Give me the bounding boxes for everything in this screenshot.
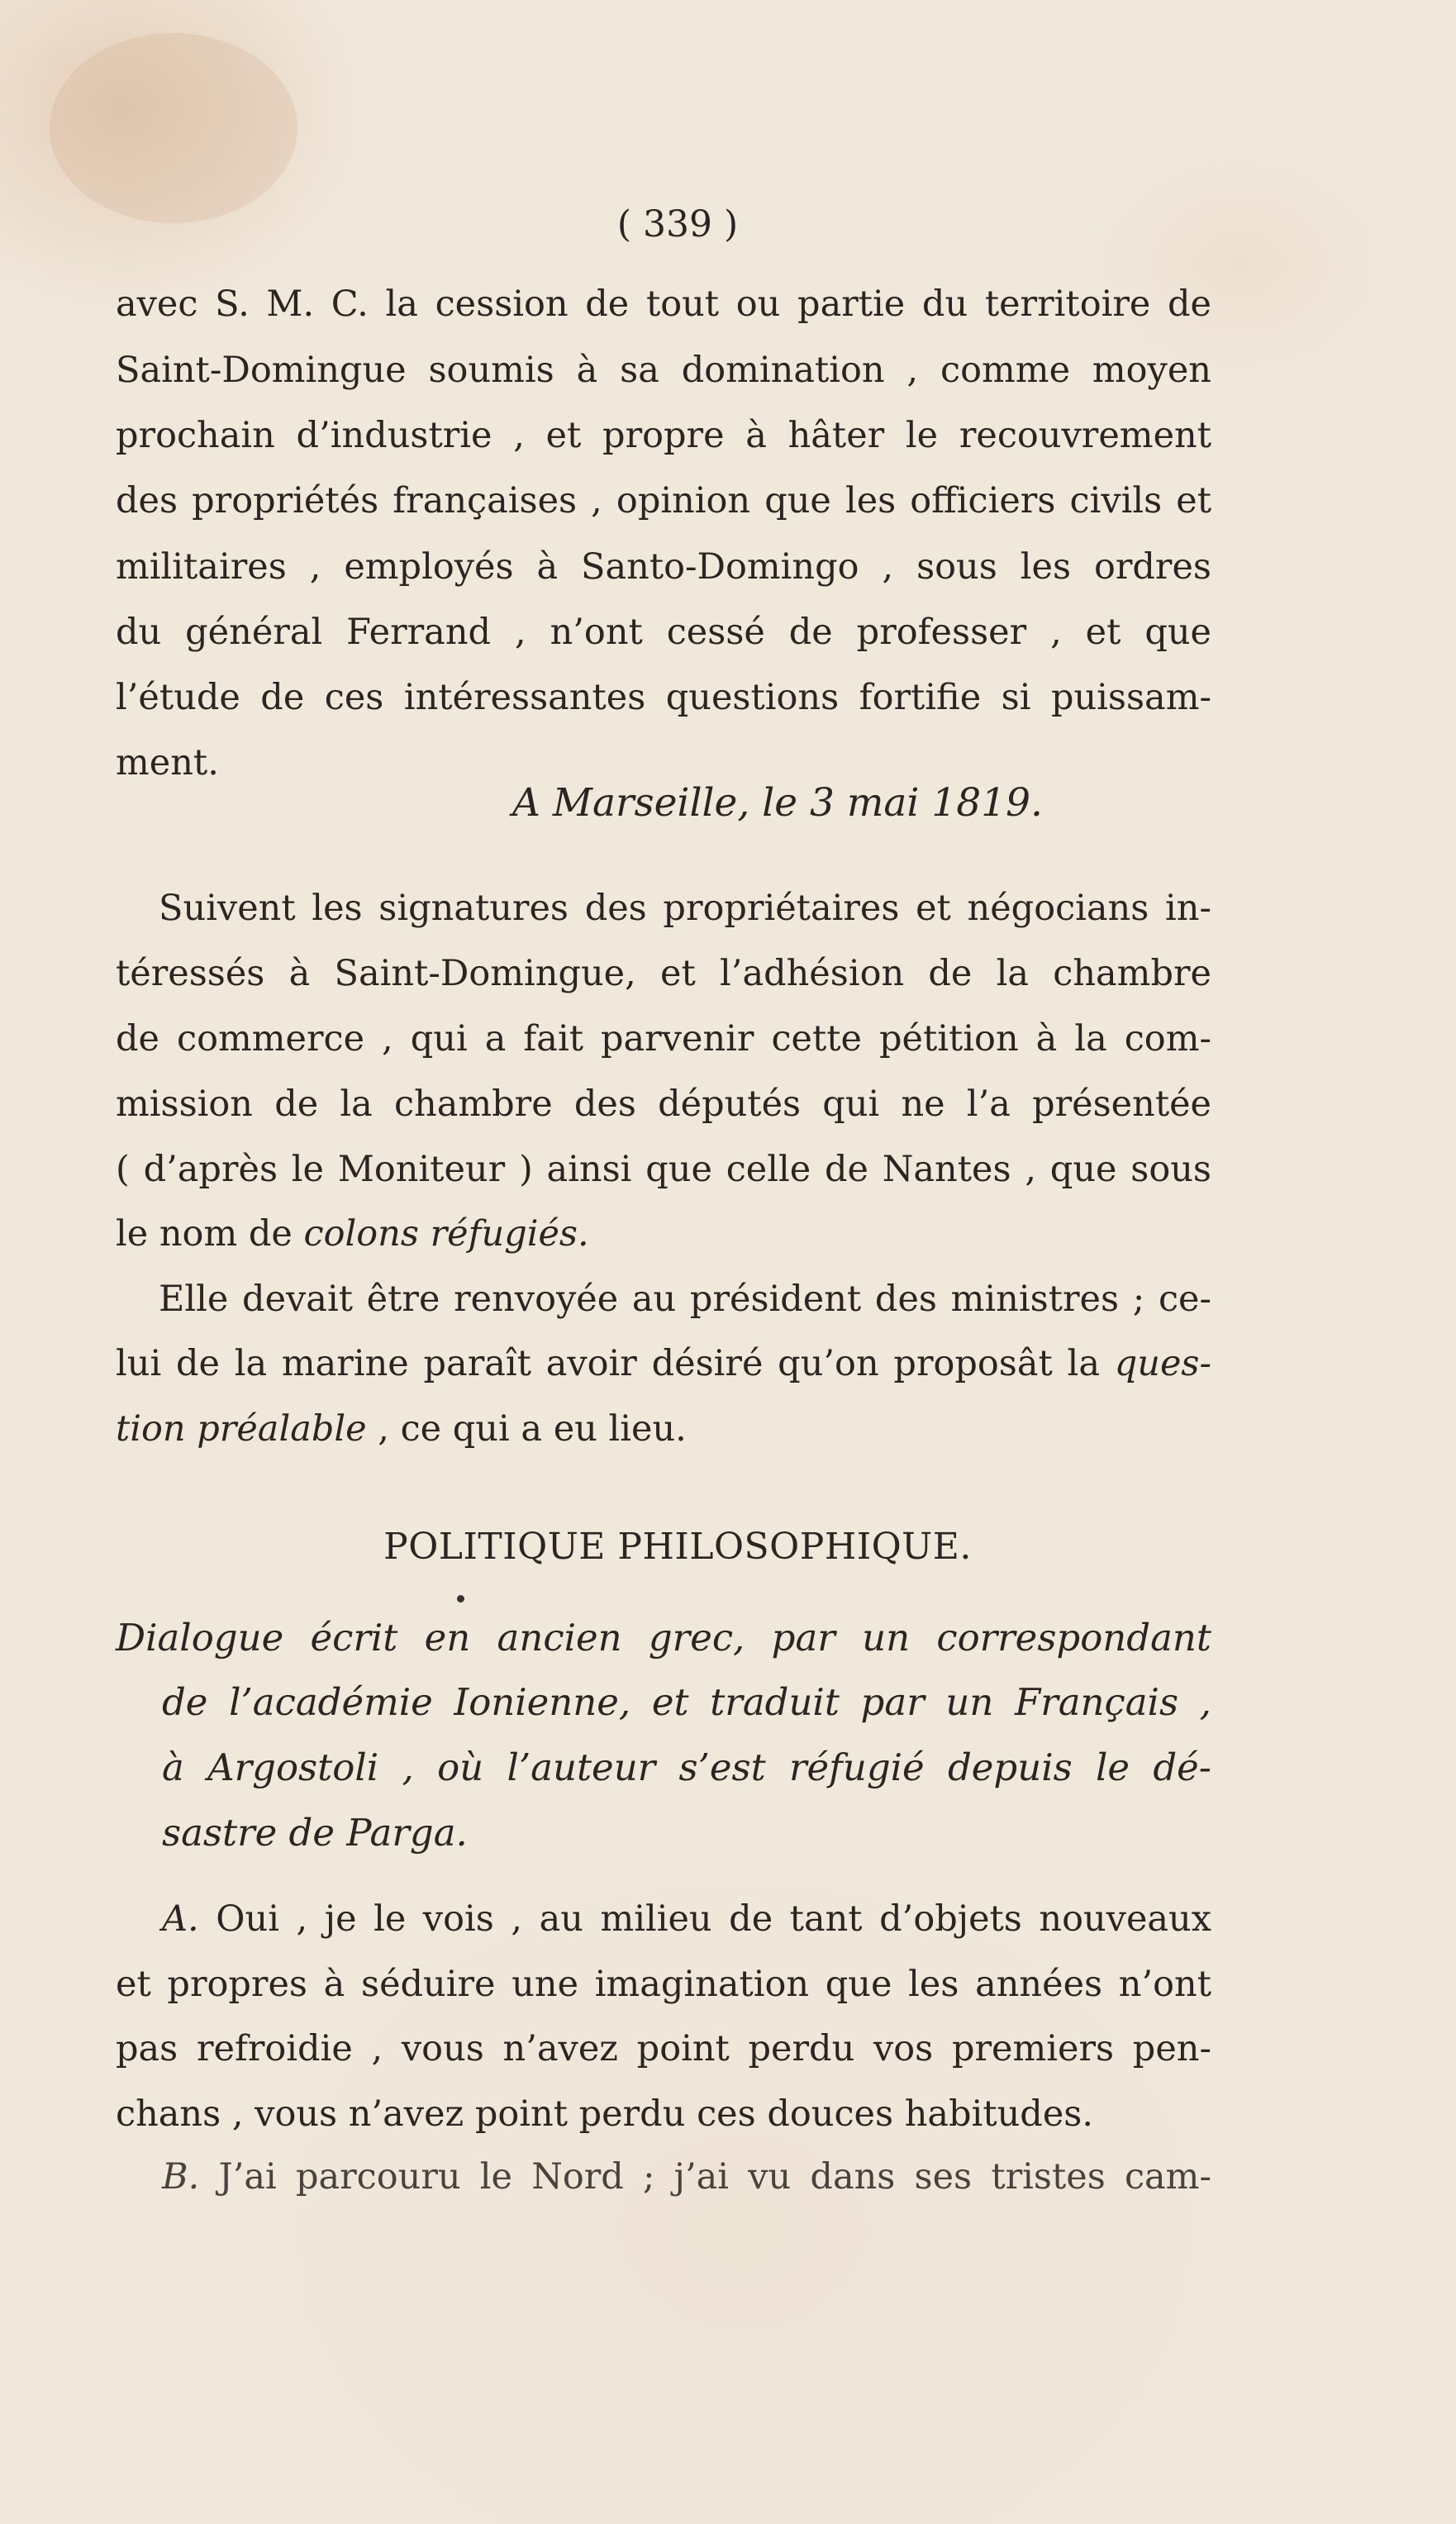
page-number: ( 339 ) (616, 203, 739, 245)
text-line (116, 1339, 1211, 1388)
text-line: téressés à Saint-Domingue, et l’adhésion de la chambre (116, 953, 1211, 994)
italic-term: colons réfugiés. (303, 1213, 589, 1255)
text-span: J’ai parcouru le Nord ; j’ai vu dans ses tristes cam- (199, 2156, 1211, 2198)
text-line: militaires , employés à Santo-Domingo , sous les ordres (116, 546, 1211, 588)
subtitle-line: à Argostoli , où l’auteur s’est réfugié depuis le dé- (162, 1745, 1211, 1789)
text-span: Oui , je le vois , au milieu de tant d’objets nouveaux (198, 1898, 1211, 1940)
section-title: POLITIQUE PHILOSOPHIQUE. (383, 1526, 972, 1568)
subtitle-line: sastre de Parga. (162, 1811, 468, 1855)
place-date-signature: A Marseille, le 3 mai 1819. (512, 780, 1043, 826)
speaker-label: B. (162, 2156, 200, 2198)
text-line: Elle devait être renvoyée au président des ministres ; ce- (159, 1279, 1211, 1320)
italic-term: ques- (1114, 1343, 1211, 1384)
text-line: mission de la chambre des députés qui ne l’a présentée (116, 1083, 1211, 1125)
text-line: Suivent les signatures des propriétaires et négocians in- (159, 888, 1211, 929)
speaker-label: A. (162, 1898, 199, 1940)
dialogue-line: chans , vous n’avez point perdu ces douces habitudes. (116, 2093, 1094, 2135)
dialogue-line: et propres à séduire une imagination que les années n’ont (116, 1964, 1211, 2005)
foxing-stain (50, 33, 297, 223)
text-line: Saint-Domingue soumis à sa domination , comme moyen (116, 350, 1211, 391)
dialogue-line (162, 2152, 1211, 2202)
text-line (116, 1209, 1211, 1259)
dialogue-line (162, 1894, 1211, 1944)
text-span: lui de la marine paraît avoir désiré qu’on proposât la (116, 1343, 1115, 1384)
text-line: l’étude de ces intéressantes questions fortifie si puissam- (116, 677, 1211, 718)
text-line: ( d’après le Moniteur ) ainsi que celle de Nantes , que sous (116, 1149, 1211, 1190)
text-line (116, 1404, 1211, 1454)
text-span: le nom de (116, 1213, 304, 1255)
ornament-dot (457, 1595, 464, 1603)
text-line: du général Ferrand , n’ont cessé de professer , et que (116, 612, 1211, 653)
text-span: , ce qui a eu lieu. (366, 1408, 687, 1450)
text-line: prochain d’industrie , et propre à hâter le recouvrement (116, 415, 1211, 456)
text-line: des propriétés françaises , opinion que les officiers civils et (116, 480, 1211, 521)
italic-term: tion préalable (116, 1408, 367, 1450)
subtitle-line: Dialogue écrit en ancien grec, par un correspondant (116, 1616, 1211, 1660)
text-line: avec S. M. C. la cession de tout ou partie du territoire de (116, 283, 1211, 325)
text-line: de commerce , qui a fait parvenir cette pétition à la com- (116, 1018, 1211, 1060)
subtitle-line: de l’académie Ionienne, et traduit par un Français , (162, 1680, 1211, 1724)
dialogue-line: pas refroidie , vous n’avez point perdu vos premiers pen- (116, 2028, 1211, 2069)
text-line: ment. (116, 742, 219, 783)
